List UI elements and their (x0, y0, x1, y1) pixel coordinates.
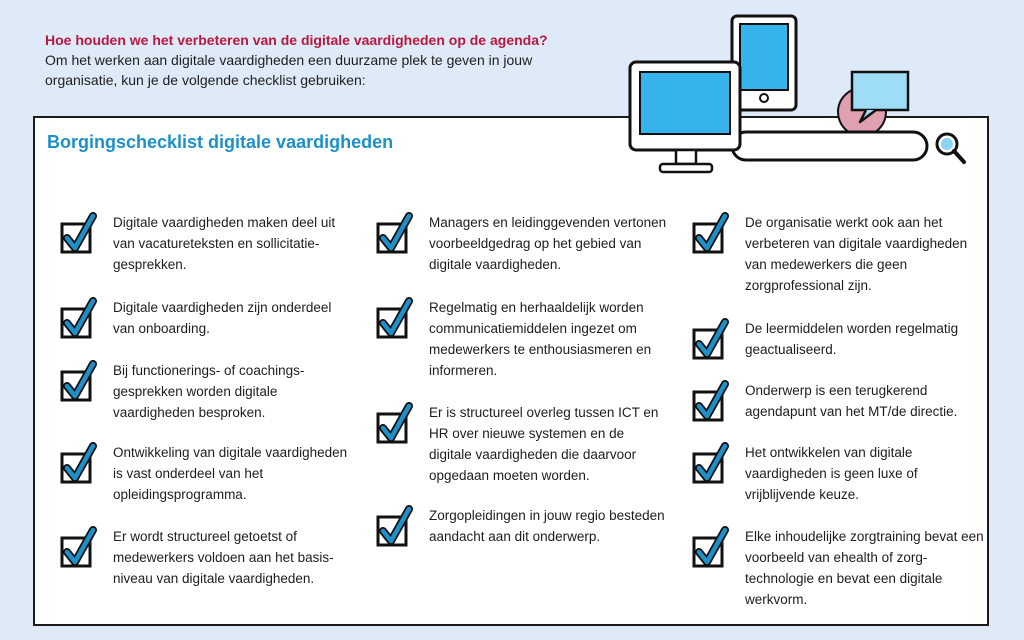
devices-illustration (620, 10, 980, 180)
checkmark-icon (59, 212, 99, 256)
checklist-item-text: Er is structureel overleg tussen ICT en HR over nieuwe systemen en de digitale vaardigheden die daarvoor opgedaan moeten worden. (429, 405, 659, 483)
checkmark-icon (375, 505, 415, 549)
tablet-icon (732, 16, 796, 110)
checklist-item-text: Er wordt structureel getoetst of medewerkers voldoen aan het basis-niveau van digitale vaardigheden. (113, 529, 334, 586)
checkmark-icon (691, 442, 731, 486)
checkmark-icon (59, 442, 99, 486)
checkmark-icon (691, 526, 731, 570)
checklist-item-text: De leermiddelen worden regelmatig geactualiseerd. (745, 321, 959, 357)
checklist-item-text: Onderwerp is een terugkerend agendapunt van het MT/de directie. (745, 383, 958, 419)
monitor-icon (630, 62, 740, 172)
checklist-item-text: Bij functionerings- of coachings-gesprekken worden digitale vaardigheden besproken. (113, 363, 305, 420)
checkmark-icon (59, 297, 99, 341)
checklist-item-text: Regelmatig en herhaaldelijk worden communicatiemiddelen ingezet om medewerkers te enthousiasmeren en informeren. (429, 300, 652, 378)
checkmark-icon (691, 318, 731, 362)
checklist-item-text: Managers en leidinggevenden vertonen voorbeeldgedrag op het gebied van digitale vaardigheden. (429, 215, 667, 272)
checklist-card (33, 116, 989, 626)
checkmark-icon (375, 402, 415, 446)
checkmark-icon (691, 212, 731, 256)
checklist-item-text: Het ontwikkelen van digitale vaardigheden is geen luxe of vrijblijvende keuze. (745, 445, 918, 502)
checklist-title: Borgingschecklist digitale vaardigheden (47, 132, 394, 152)
checkmark-icon (375, 212, 415, 256)
checkmark-icon (691, 380, 731, 424)
intro-heading: Hoe houden we het verbeteren van de digitale vaardigheden op de agenda? (45, 32, 548, 48)
checklist-item-text: Digitale vaardigheden zijn onderdeel van onboarding. (113, 300, 332, 336)
checklist-item-text: Elke inhoudelijke zorgtraining bevat een voorbeeld van ehealth of zorg-technologie en bevat een digitale werkvorm. (745, 529, 984, 607)
checklist-item-text: Zorgopleidingen in jouw regio besteden aandacht aan dit onderwerp. (429, 508, 665, 544)
checklist-item-text: Digitale vaardigheden maken deel uit van vacatureteksten en sollicitatie-gesprekken. (113, 215, 336, 272)
intro-body: Om het werken aan digitale vaardigheden een duurzame plek te geven in jouw organisatie, kun je de volgende checklist gebruiken: (45, 52, 533, 88)
checkmark-icon (59, 526, 99, 570)
checklist-item-text: Ontwikkeling van digitale vaardigheden is vast onderdeel van het opleidingsprogramma. (113, 445, 348, 502)
checklist-item-text: De organisatie werkt ook aan het verbeteren van digitale vaardigheden van medewerkers die geen zorgprofessional zijn. (745, 215, 968, 293)
checkmark-icon (375, 297, 415, 341)
checkmark-icon (59, 360, 99, 404)
search-bar-icon (732, 132, 964, 162)
intro (45, 30, 605, 90)
